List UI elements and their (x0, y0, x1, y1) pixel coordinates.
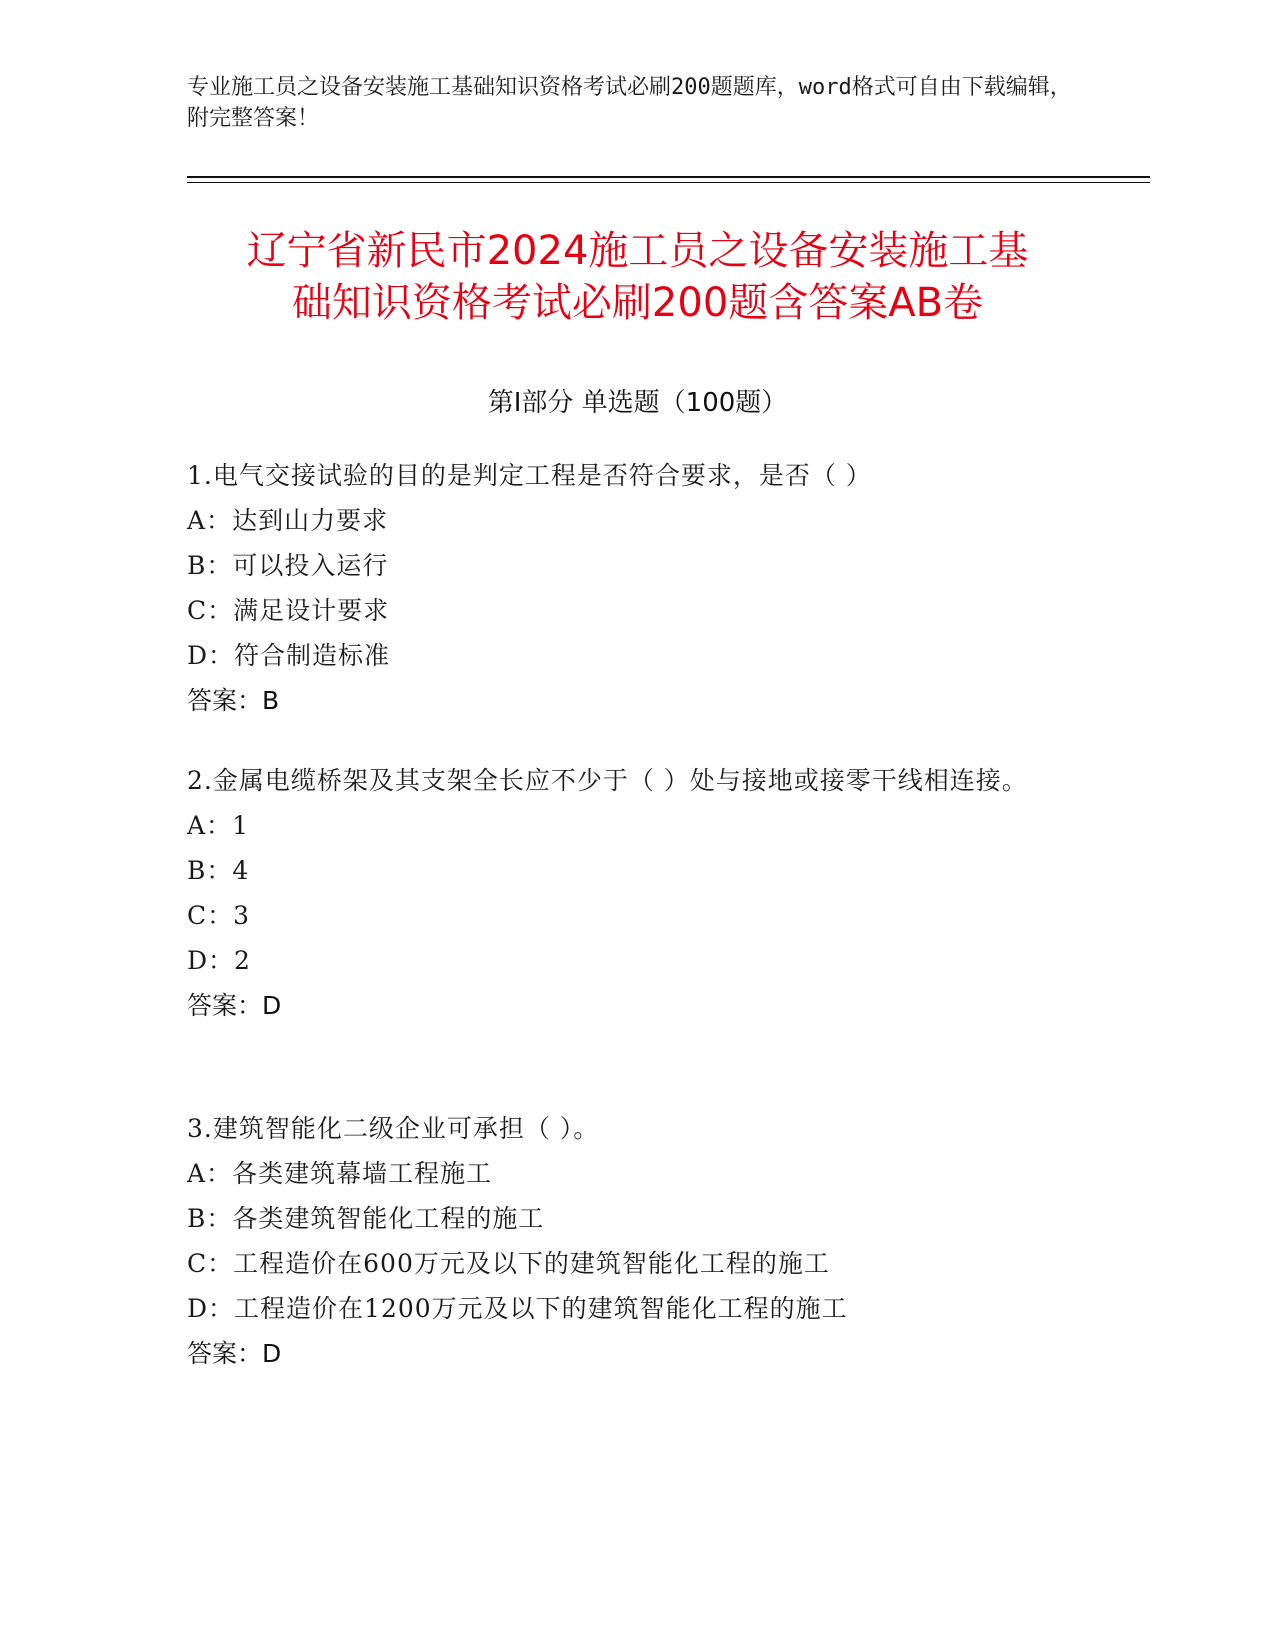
option-text: 可以投入运行 (232, 551, 389, 580)
option-d (187, 1286, 1087, 1331)
option-b (187, 543, 1087, 588)
section-heading: 第Ⅰ部分 单选题（100题） (487, 388, 788, 418)
question-2 (187, 758, 1087, 1028)
option-text: 工程造价在1200万元及以下的建筑智能化工程的施工 (234, 1294, 848, 1323)
option-letter: D： (187, 946, 235, 975)
option-letter: A： (187, 506, 233, 535)
question-stem: 1.电气交接试验的目的是判定工程是否符合要求，是否（ ） (187, 461, 872, 490)
header-note: 专业施工员之设备安装施工基础知识资格考试必刷200题题库，word格式可自由下载编辑，附完整答案！ (187, 75, 1072, 131)
answer-line: 答案：D (187, 991, 282, 1020)
option-c (187, 588, 1087, 633)
option-c (187, 1241, 1087, 1286)
answer-line: 答案：D (187, 1339, 282, 1368)
option-d (187, 938, 1087, 983)
header-divider-thin (187, 182, 1150, 183)
option-a (187, 1151, 1087, 1196)
option-text: 4 (232, 856, 250, 885)
option-a (187, 803, 1087, 848)
option-text: 满足设计要求 (233, 596, 390, 625)
option-b (187, 1196, 1087, 1241)
option-d (187, 633, 1087, 678)
question-stem: 2.金属电缆桥架及其支架全长应不少于（ ）处与接地或接零干线相连接。 (187, 766, 1028, 795)
answer-line: 答案：B (187, 686, 280, 715)
option-letter: A： (187, 811, 233, 840)
option-b (187, 848, 1087, 893)
option-letter: B： (187, 1204, 233, 1233)
document-title (150, 225, 1125, 329)
option-letter: B： (187, 551, 233, 580)
option-letter: C： (187, 901, 234, 930)
option-text: 各类建筑幕墙工程施工 (232, 1159, 493, 1188)
question-stem: 3.建筑智能化二级企业可承担（ ）。 (187, 1114, 600, 1143)
option-text: 达到山力要求 (232, 506, 389, 535)
option-letter: C： (187, 596, 234, 625)
question-1 (187, 453, 1087, 723)
option-text: 1 (232, 811, 249, 840)
document-title-line-1: 辽宁省新民市2024施工员之设备安装施工基 (246, 228, 1029, 274)
header-divider-thick (187, 176, 1150, 178)
option-letter: B： (187, 856, 233, 885)
option-text: 3 (233, 901, 251, 930)
option-letter: D： (187, 641, 235, 670)
option-letter: D： (187, 1294, 235, 1323)
option-text: 各类建筑智能化工程的施工 (232, 1204, 545, 1233)
document-title-line-2: 础知识资格考试必刷200题含答案AB卷 (291, 280, 984, 326)
option-letter: A： (187, 1159, 233, 1188)
option-c (187, 893, 1087, 938)
option-text: 2 (234, 946, 251, 975)
option-text: 工程造价在600万元及以下的建筑智能化工程的施工 (233, 1249, 830, 1278)
option-a (187, 498, 1087, 543)
option-text: 符合制造标准 (234, 641, 391, 670)
option-letter: C： (187, 1249, 234, 1278)
question-3 (187, 1106, 1087, 1376)
